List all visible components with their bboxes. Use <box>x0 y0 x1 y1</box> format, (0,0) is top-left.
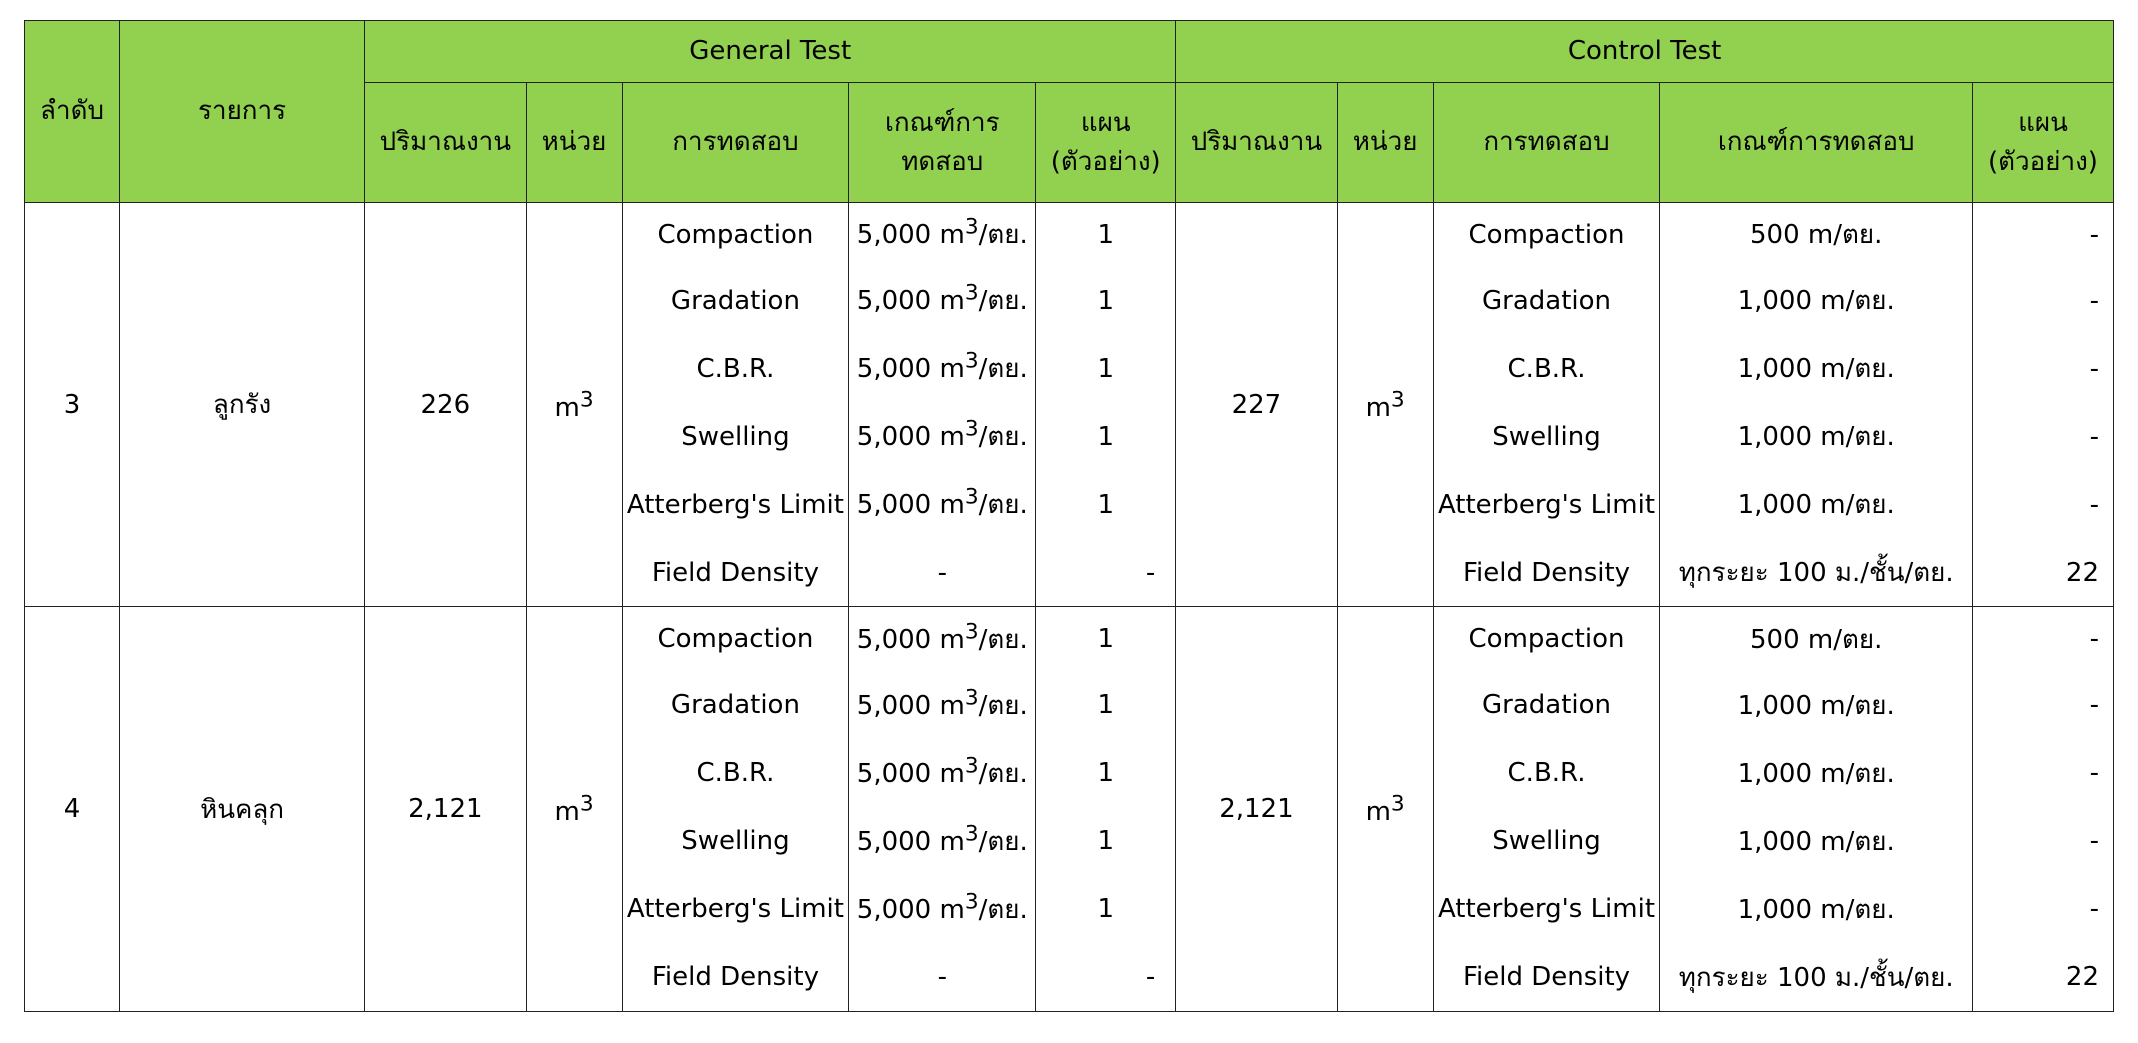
general-criteria-cell <box>849 671 1036 739</box>
control-criteria-cell: 1,000 m/ตย. <box>1660 807 1973 875</box>
control-test-cell: Compaction <box>1433 607 1660 671</box>
control-criteria-cell: 1,000 m/ตย. <box>1660 267 1973 335</box>
control-unit-cell-base: m <box>1365 797 1391 828</box>
general-criteria-value: 5,000 m <box>856 624 965 655</box>
table-row <box>25 607 2114 671</box>
header-general-unit: หน่วย <box>526 83 622 203</box>
table-row <box>25 203 2114 267</box>
control-unit-cell-base: m <box>1365 392 1391 423</box>
general-criteria-value: 5,000 m <box>856 894 965 925</box>
general-plan-cell: 1 <box>1036 739 1176 807</box>
general-criteria-text <box>856 889 1028 925</box>
general-criteria-suffix: /ตย. <box>978 624 1028 655</box>
general-criteria-exponent: 3 <box>964 619 979 645</box>
general-criteria-exponent: 3 <box>964 348 979 374</box>
item-name-cell: หินคลุก <box>119 607 364 1012</box>
general-test-cell: Swelling <box>622 807 849 875</box>
general-criteria-value: 5,000 m <box>856 422 965 453</box>
general-criteria-cell <box>849 943 1036 1011</box>
general-plan-cell: 1 <box>1036 267 1176 335</box>
general-criteria-cell <box>849 607 1036 671</box>
general-criteria-suffix: /ตย. <box>978 490 1028 521</box>
general-plan-cell: 1 <box>1036 403 1176 471</box>
general-criteria-suffix: /ตย. <box>978 826 1028 857</box>
header-control-test-name: การทดสอบ <box>1433 83 1660 203</box>
general-plan-cell: - <box>1036 943 1176 1011</box>
general-criteria-exponent: 3 <box>964 821 979 847</box>
control-unit-cell-exponent: 3 <box>1390 791 1405 817</box>
general-test-cell: Compaction <box>622 203 849 267</box>
general-plan-cell: 1 <box>1036 807 1176 875</box>
general-criteria-text <box>856 484 1028 521</box>
general-plan-cell: 1 <box>1036 203 1176 267</box>
header-general-qty: ปริมาณงาน <box>365 83 526 203</box>
control-unit-cell <box>1337 607 1433 1012</box>
general-criteria-cell <box>849 539 1036 607</box>
control-test-cell: C.B.R. <box>1433 739 1660 807</box>
general-plan-cell: 1 <box>1036 335 1176 403</box>
control-qty-cell: 227 <box>1176 203 1337 607</box>
general-unit-cell-text <box>554 386 594 423</box>
general-criteria-value: 5,000 m <box>856 354 965 385</box>
general-unit-cell-base: m <box>554 392 580 423</box>
general-criteria-cell <box>849 875 1036 943</box>
control-criteria-cell: ทุกระยะ 100 ม./ชั้น/ตย. <box>1660 943 1973 1011</box>
general-criteria-exponent: 3 <box>964 214 979 240</box>
control-plan-cell: - <box>1972 607 2113 671</box>
control-test-cell: Swelling <box>1433 807 1660 875</box>
table-body <box>25 203 2114 1012</box>
control-plan-cell: - <box>1972 335 2113 403</box>
control-unit-cell <box>1337 203 1433 607</box>
general-criteria-value: - <box>937 557 947 588</box>
control-plan-cell: - <box>1972 807 2113 875</box>
general-criteria-text <box>856 753 1028 789</box>
general-unit-cell-exponent: 3 <box>579 791 594 817</box>
general-criteria-exponent: 3 <box>964 753 979 778</box>
general-plan-cell: 1 <box>1036 875 1176 943</box>
control-unit-cell-exponent: 3 <box>1390 386 1405 412</box>
control-plan-cell: - <box>1972 403 2113 471</box>
general-criteria-value: 5,000 m <box>856 490 965 521</box>
control-criteria-cell: 1,000 m/ตย. <box>1660 403 1973 471</box>
control-plan-cell: 22 <box>1972 943 2113 1011</box>
control-criteria-cell: 1,000 m/ตย. <box>1660 875 1973 943</box>
general-plan-cell: - <box>1036 539 1176 607</box>
control-test-cell: C.B.R. <box>1433 335 1660 403</box>
general-criteria-text <box>856 280 1028 317</box>
general-plan-cell: 1 <box>1036 671 1176 739</box>
general-criteria-text <box>856 684 1028 721</box>
test-plan-table <box>24 20 2114 1012</box>
header-control-unit: หน่วย <box>1337 83 1433 203</box>
general-criteria-text <box>938 558 947 588</box>
control-plan-cell: - <box>1972 203 2113 267</box>
general-criteria-suffix: /ตย. <box>978 286 1028 317</box>
general-criteria-text <box>856 821 1028 857</box>
control-criteria-cell: 1,000 m/ตย. <box>1660 471 1973 539</box>
general-criteria-value: 5,000 m <box>856 220 965 251</box>
control-test-cell: Gradation <box>1433 267 1660 335</box>
general-criteria-suffix: /ตย. <box>978 894 1028 925</box>
control-criteria-cell: 500 m/ตย. <box>1660 203 1973 267</box>
seq-cell: 4 <box>25 607 120 1012</box>
general-criteria-cell <box>849 267 1036 335</box>
control-plan-cell: - <box>1972 671 2113 739</box>
general-test-cell: Field Density <box>622 943 849 1011</box>
control-test-cell: Field Density <box>1433 539 1660 607</box>
general-criteria-cell <box>849 471 1036 539</box>
header-control-plan: แผน (ตัวอย่าง) <box>1972 83 2113 203</box>
general-test-cell: Swelling <box>622 403 849 471</box>
general-plan-cell: 1 <box>1036 607 1176 671</box>
general-criteria-suffix: /ตย. <box>978 220 1028 251</box>
seq-cell: 3 <box>25 203 120 607</box>
control-unit-cell-text <box>1365 386 1405 423</box>
general-plan-cell: 1 <box>1036 471 1176 539</box>
control-test-cell: Atterberg's Limit <box>1433 875 1660 943</box>
control-criteria-cell: ทุกระยะ 100 ม./ชั้น/ตย. <box>1660 539 1973 607</box>
general-criteria-exponent: 3 <box>964 889 979 915</box>
general-criteria-value: 5,000 m <box>856 758 965 789</box>
control-plan-cell: - <box>1972 471 2113 539</box>
control-plan-cell: - <box>1972 739 2113 807</box>
control-unit-cell-text <box>1365 791 1405 828</box>
control-criteria-cell: 1,000 m/ตย. <box>1660 335 1973 403</box>
general-criteria-value: 5,000 m <box>856 286 965 317</box>
general-criteria-exponent: 3 <box>964 684 979 710</box>
general-test-cell: Atterberg's Limit <box>622 471 849 539</box>
header-control-test: Control Test <box>1176 21 2114 83</box>
control-criteria-cell: 1,000 m/ตย. <box>1660 671 1973 739</box>
general-criteria-exponent: 3 <box>964 484 979 510</box>
control-plan-cell: - <box>1972 267 2113 335</box>
general-test-cell: C.B.R. <box>622 335 849 403</box>
general-test-cell: Gradation <box>622 267 849 335</box>
general-qty-cell: 226 <box>365 203 526 607</box>
general-criteria-suffix: /ตย. <box>978 758 1028 789</box>
header-general-test: General Test <box>365 21 1176 83</box>
general-criteria-cell <box>849 739 1036 807</box>
general-criteria-cell <box>849 335 1036 403</box>
general-criteria-exponent: 3 <box>964 416 979 442</box>
general-criteria-cell <box>849 203 1036 267</box>
general-criteria-value: 5,000 m <box>856 826 965 857</box>
control-plan-cell: 22 <box>1972 539 2113 607</box>
item-name-cell: ลูกรัง <box>119 203 364 607</box>
control-test-cell: Atterberg's Limit <box>1433 471 1660 539</box>
general-criteria-value: 5,000 m <box>856 690 965 721</box>
general-criteria-cell <box>849 403 1036 471</box>
header-general-test-name: การทดสอบ <box>622 83 849 203</box>
control-test-cell: Gradation <box>1433 671 1660 739</box>
general-criteria-text <box>938 962 947 992</box>
general-criteria-text <box>856 348 1028 385</box>
general-criteria-value: - <box>937 962 947 993</box>
general-criteria-exponent: 3 <box>964 280 979 306</box>
general-qty-cell: 2,121 <box>365 607 526 1012</box>
general-unit-cell <box>526 607 622 1012</box>
control-qty-cell: 2,121 <box>1176 607 1337 1012</box>
general-unit-cell <box>526 203 622 607</box>
control-plan-cell: - <box>1972 875 2113 943</box>
header-control-criteria: เกณฑ์การทดสอบ <box>1660 83 1973 203</box>
header-item: รายการ <box>119 21 364 203</box>
control-test-cell: Swelling <box>1433 403 1660 471</box>
general-test-cell: Field Density <box>622 539 849 607</box>
general-unit-cell-exponent: 3 <box>579 386 594 412</box>
general-criteria-cell <box>849 807 1036 875</box>
general-criteria-suffix: /ตย. <box>978 354 1028 385</box>
general-test-cell: Atterberg's Limit <box>622 875 849 943</box>
control-criteria-cell: 1,000 m/ตย. <box>1660 739 1973 807</box>
general-test-cell: C.B.R. <box>622 739 849 807</box>
general-criteria-suffix: /ตย. <box>978 690 1028 721</box>
control-test-cell: Compaction <box>1433 203 1660 267</box>
general-test-cell: Compaction <box>622 607 849 671</box>
general-criteria-suffix: /ตย. <box>978 422 1028 453</box>
header-control-qty: ปริมาณงาน <box>1176 83 1337 203</box>
control-criteria-cell: 500 m/ตย. <box>1660 607 1973 671</box>
control-test-cell: Field Density <box>1433 943 1660 1011</box>
general-criteria-text <box>856 416 1028 453</box>
general-test-cell: Gradation <box>622 671 849 739</box>
header-seq: ลำดับ <box>25 21 120 203</box>
header-general-plan: แผน (ตัวอย่าง) <box>1036 83 1176 203</box>
general-criteria-text <box>856 214 1028 251</box>
general-unit-cell-base: m <box>554 797 580 828</box>
general-criteria-text <box>856 619 1028 655</box>
header-general-criteria: เกณฑ์การ ทดสอบ <box>849 83 1036 203</box>
general-unit-cell-text <box>554 791 594 828</box>
